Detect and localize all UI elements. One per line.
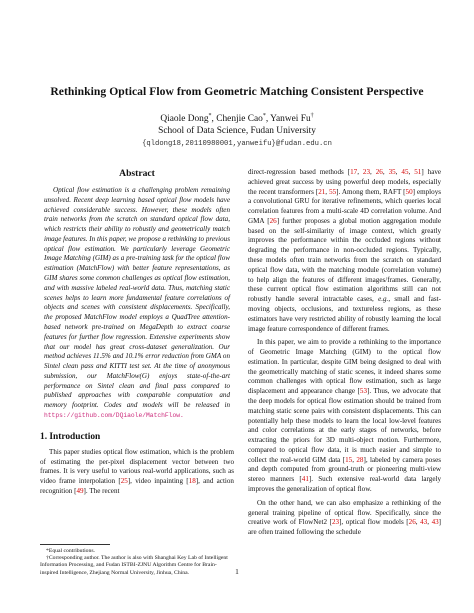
body-text: ], labeled by camera poses and depth computed from ground-truth or pioneering multi-view stereo manners [ [248, 455, 442, 484]
author-name: Qiaole Dong [160, 114, 209, 124]
citation-link[interactable]: 26 [269, 216, 277, 225]
citation-link[interactable]: 35 [388, 168, 396, 176]
body-text: , small and fast-moving objects, occlusions, and textureless regions, as these estimators have very restricted ability of robustly learning the local image feature correspondence of different frames. [248, 295, 442, 333]
citation-link[interactable]: 21 [318, 187, 326, 196]
affiliation: School of Data Science, Fudan University [158, 126, 316, 136]
citation-link[interactable]: 23 [362, 168, 371, 176]
body-text: In this paper, we aim to provide a rethinking to the importance of Geometric Image Matching (GIM) to the optical flow estimation. In particular, despite GIM being designed to deal with the geometrically matching of static scenes, it indeed shares some common challenges with optical flow estimation, such as large displacement and appearance change [ [248, 338, 441, 396]
citation-link[interactable]: 41 [301, 475, 309, 484]
author-mark: * [208, 112, 212, 119]
intro-text: ]. The recent [83, 486, 120, 495]
author-emails: {qldong18,20110980001,yanweifu}@fudan.edu.cn [142, 140, 332, 148]
intro-text: This paper studies optical flow estimation, which is the problem of estimating the per-pixel displacement vector between two frames. It is very useful to various real-world applications, such as video frame interpolation [ [40, 447, 234, 486]
author-name: Yanwei Fu [270, 114, 311, 124]
body-text: , [325, 187, 330, 196]
body-text: On the other hand, we can also emphasize a rethinking of the general training pipeline of optical flow. Specifically, since the creative work of FlowNet2 [ [248, 498, 441, 527]
citation-link[interactable]: 51 [414, 168, 422, 176]
body-text: , [352, 455, 357, 464]
intro-heading: 1. Introduction [40, 431, 101, 442]
left-column [40, 168, 234, 497]
body-text: ], optical flow models [ [339, 518, 409, 527]
footnote-rule [40, 544, 110, 545]
italic-text: e.g. [378, 295, 389, 304]
author-mark: * [262, 112, 266, 119]
citation-link[interactable]: 23 [331, 518, 340, 527]
body-text: ] are often trained following the schedule [248, 518, 442, 537]
intro-text: ], and action recognition [ [40, 477, 234, 495]
footnote-corresponding-author: †Corresponding author. The author is also with Shanghai Key Lab of Intelligent Information Processing, and Fudan ISTBI-ZJNU Algorithm Centre for Brain-inspired Intelligence, Zhejiang Normal University, Jinhua, China. [40, 555, 228, 576]
body-text: ]. Among them, RAFT [ [336, 187, 406, 196]
body-text: ]. Thus, we advocate that the deep models for optical flow estimation should be trained from matching static scene pairs with consistent displacements. This can potentially help these models to learn the local low-level features and color correlations at the early stages of networks, before extracting the priors for 3D multi-object motion. Furthermore, compared to optical flow data, it is much easier and simple to collect the real-world GIM data [ [248, 387, 441, 464]
code-link[interactable]: https://github.com/DQiaole/MatchFlow. [44, 411, 184, 419]
citation-link[interactable]: 28 [356, 455, 364, 464]
body-text: , [382, 168, 389, 176]
author-mark: † [310, 112, 314, 119]
body-text: , [415, 518, 421, 527]
body-text: direct-regression based methods [ [248, 168, 351, 176]
right-paragraph-2 [248, 338, 441, 495]
citation-link[interactable]: 49 [76, 486, 84, 495]
citation-link[interactable]: 53 [359, 387, 368, 396]
body-text: ] further proposes a global motion aggregation module based on the self-similarity of image context, which greatly improves the performance within the occluded regions without degrading the performance in non-occluded regions. Typically, these models often train networks from the scratch on standard optical flow data, with the matching module (correlation volume) to help align the features of different images/frames. Generally, these current optical flow estimation algorithms still can not robustly handle several intractable cases, [248, 216, 441, 304]
citation-link[interactable]: 25 [120, 477, 128, 486]
right-paragraph-1 [248, 168, 441, 334]
citation-link[interactable]: 18 [188, 477, 196, 486]
body-text: ] have achieved great success by using powerful deep models, especially the recent transformers [ [248, 168, 442, 196]
citation-link[interactable]: 17 [350, 168, 358, 176]
intro-text: ], video inpainting [ [127, 477, 189, 486]
body-text: ] employs a convolutional GRU for iterative refinements, which queries local correlation features from a multi-scale 4D correlation volume. And GMA [ [248, 187, 442, 225]
author-line: Qiaole Dong*, Chenjie Cao*, Yanwei Fu† [160, 112, 314, 124]
citation-link[interactable]: 43 [431, 518, 439, 527]
footnote-equal-contribution: *Equal contributions. [46, 548, 95, 554]
abstract-text: Optical flow estimation is a challenging problem remaining unsolved. Recent deep learning based optical flow models have achieved considerable success. However, these models often train networks from the scratch on standard optical flow data, which restricts their ability to robustly and geometrically match image features. In this paper, we propose a rethinking to previous optical flow estimation. We particularly leverage Geometric Image Matching (GIM) as a pre-training task for the optical flow estimation (MatchFlow) with better feature representations, as GIM shares some common challenges as optical flow estimation, and with massive labeled real-world data. Thus, matching static scenes helps to learn more fundamental feature correlations of objects and scenes with consistent displacements. Specifically, the proposed MatchFlow model employs a QuadTree attention-based network pre-trained on MegaDepth to extract coarse features for further flow regression. Extensive experiments show that our model has great cross-dataset generalization. Our method achieves 11.5% and 10.1% error reduction from GMA on Sintel clean pass and KITTI test set. At the time of anonymous submission, our MatchFlow(G) enjoys state-of-the-art performance on Sintel clean and final pass compared to published approaches with comparable computation and memory footprint. Codes and models will be released in [44, 186, 230, 410]
citation-link[interactable]: 43 [420, 518, 428, 527]
body-text: , [427, 518, 432, 527]
page-number: 1 [235, 567, 239, 576]
citation-link[interactable]: 45 [401, 168, 409, 176]
citation-link[interactable]: 55 [329, 187, 337, 196]
abstract-heading: Abstract [119, 168, 155, 179]
body-text: ]. Such extensive real-world data largely improves the generalization of optical flow. [248, 475, 441, 493]
body-text: , [357, 168, 363, 176]
body-text: , [370, 168, 376, 176]
right-column [248, 168, 441, 538]
intro-paragraph [40, 448, 234, 497]
citation-link[interactable]: 50 [405, 187, 413, 196]
right-paragraph-3 [248, 499, 441, 538]
citation-link[interactable]: 15 [345, 455, 353, 464]
author-name: Chenjie Cao [216, 114, 263, 124]
citation-link[interactable]: 26 [408, 518, 416, 527]
body-text: , [408, 168, 415, 176]
citation-link[interactable]: 26 [375, 168, 383, 176]
body-text: , [395, 168, 402, 176]
paper-title: Rethinking Optical Flow from Geometric Matching Consistent Perspective [50, 85, 424, 98]
abstract-body [40, 186, 234, 421]
